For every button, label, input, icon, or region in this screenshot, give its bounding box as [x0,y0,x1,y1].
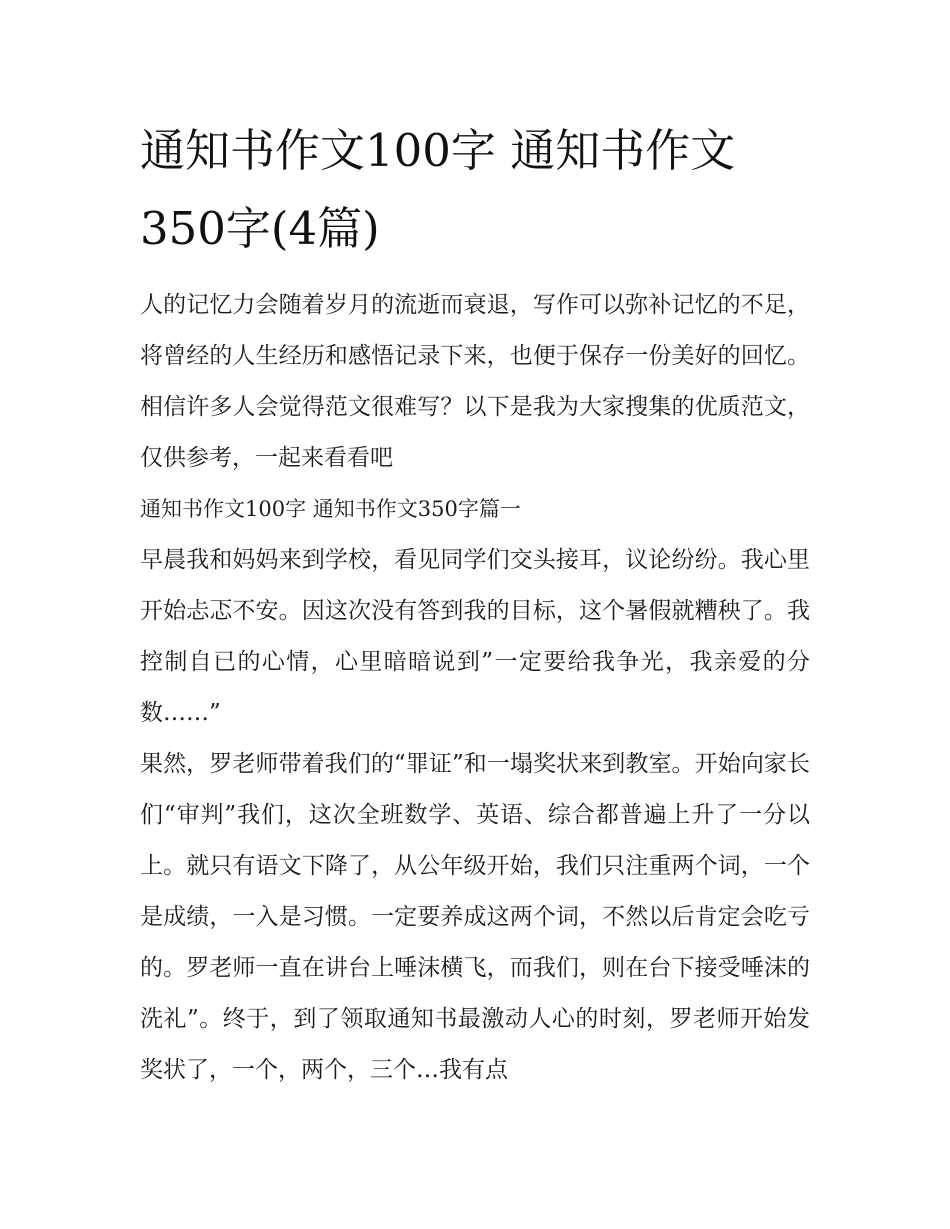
intro-paragraph: 人的记忆力会随着岁月的流逝而衰退，写作可以弥补记忆的不足，将曾经的人生经历和感悟记录下来，也便于保存一份美好的回忆。相信许多人会觉得范文很难写？以下是我为大家搜集的优质范文，仅供参考，一起来看看吧 [140,292,810,471]
section-heading: 通知书作文100字 通知书作文350字篇一 [140,497,521,521]
document-title: 通知书作文100字 通知书作文350字(4篇) [140,124,736,255]
body-paragraph-1: 早晨我和妈妈来到学校，看见同学们交头接耳，议论纷纷。我心里开始忐忑不安。因这次没有答到我的目标，这个暑假就糟秧了。我控制自已的心情，心里暗暗说到”一定要给我争光，我亲爱的分数……” [140,547,810,726]
body-paragraph-2: 果然，罗老师带着我们的“罪证”和一塌奖状来到教室。开始向家长们“审判”我们，这次全班数学、英语、综合都普遍上升了一分以上。就只有语文下降了，从公年级开始，我们只注重两个词，一个是成绩，一入是习惯。一定要养成这两个词，不然以后肯定会吃亏的。罗老师一直在讲台上唾沫横飞，而我们，则在台下接受唾沫的洗礼”。终于，到了领取通知书最激动人心的时刻，罗老师开始发奖状了，一个，两个，三个…我有点 [140,751,810,1083]
document-page [140,112,820,1096]
